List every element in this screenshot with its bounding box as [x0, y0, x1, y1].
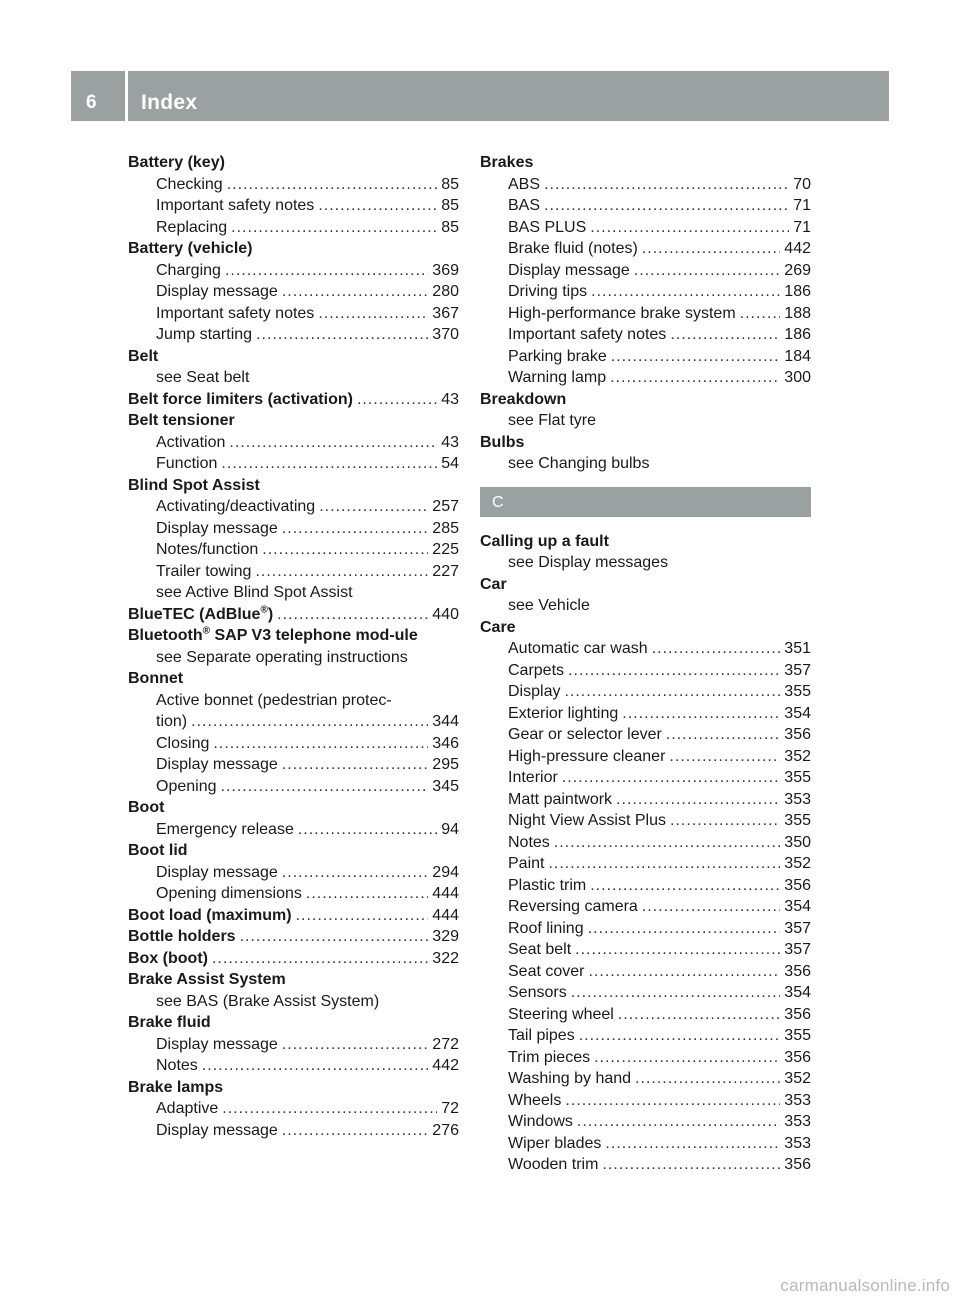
index-entry[interactable]: Tail pipes ..... 355: [480, 1025, 811, 1047]
index-heading: Bonnet: [128, 670, 184, 687]
index-heading: Breakdown: [480, 390, 567, 408]
index-heading: Boot: [128, 799, 165, 816]
index-entry[interactable]: tion) ..... 344: [128, 711, 459, 733]
index-entry[interactable]: BAS ..... 71: [480, 195, 811, 217]
see-reference[interactable]: see Separate operating instructions: [156, 648, 408, 666]
index-entry[interactable]: Display message ..... 295: [128, 754, 459, 776]
index-heading: Bluetooth® SAP V3 telephone mod-ule: [128, 625, 418, 644]
index-entry[interactable]: Notes ..... 350: [480, 832, 811, 854]
index-heading: Belt tensioner: [128, 412, 235, 429]
index-entry[interactable]: Activation ..... 43: [128, 432, 459, 454]
index-heading: Brake Assist System: [128, 971, 286, 988]
index-entry[interactable]: Trailer towing ..... 227: [128, 561, 459, 583]
index-entry[interactable]: ABS ..... 70: [480, 174, 811, 196]
index-entry[interactable]: Automatic car wash ..... 351: [480, 638, 811, 660]
index-entry[interactable]: Important safety notes ..... 186: [480, 324, 811, 346]
index-entry[interactable]: Emergency release ..... 94: [128, 819, 459, 841]
index-entry[interactable]: Jump starting ..... 370: [128, 324, 459, 346]
index-entry[interactable]: Seat belt ..... 357: [480, 939, 811, 961]
index-entry[interactable]: Reversing camera ..... 354: [480, 896, 811, 918]
index-heading: Car: [480, 575, 507, 593]
index-entry[interactable]: Opening ..... 345: [128, 776, 459, 798]
index-entry[interactable]: Replacing ..... 85: [128, 217, 459, 239]
section-letter: C: [492, 493, 504, 511]
index-entry[interactable]: Interior ..... 355: [480, 767, 811, 789]
index-entry[interactable]: Wiper blades ..... 353: [480, 1133, 811, 1155]
index-entry[interactable]: Function ..... 54: [128, 453, 459, 475]
index-entry[interactable]: Display message ..... 276: [128, 1120, 459, 1142]
index-entry[interactable]: Activating/deactivating ..... 257: [128, 496, 459, 518]
index-entry[interactable]: Display message ..... 272: [128, 1034, 459, 1056]
watermark: carmanualsonline.info: [780, 1276, 950, 1295]
index-heading: Boot lid: [128, 842, 188, 859]
see-reference[interactable]: see Display messages: [508, 554, 669, 571]
index-entry[interactable]: Parking brake ..... 184: [480, 346, 811, 368]
index-heading: Battery (key): [128, 154, 225, 171]
index-heading: Bulbs: [480, 433, 525, 451]
see-reference[interactable]: see Seat belt: [156, 369, 250, 386]
index-entry[interactable]: Matt paintwork ..... 353: [480, 789, 811, 811]
index-entry[interactable]: Charging ..... 369: [128, 260, 459, 282]
index-entry[interactable]: Windows ..... 353: [480, 1111, 811, 1133]
index-entry[interactable]: Steering wheel ..... 356: [480, 1004, 811, 1026]
index-heading: Brakes: [480, 154, 534, 171]
index-entry[interactable]: Opening dimensions ..... 444: [128, 883, 459, 905]
index-entry[interactable]: Boot load (maximum) ..... 444: [128, 905, 459, 927]
see-reference[interactable]: see Changing bulbs: [508, 455, 650, 472]
index-entry[interactable]: Checking ..... 85: [128, 174, 459, 196]
index-entry[interactable]: Gear or selector lever ..... 356: [480, 724, 811, 746]
index-entry[interactable]: Bottle holders ..... 329: [128, 926, 459, 948]
index-column-left: [128, 152, 459, 1141]
index-entry[interactable]: Display message ..... 294: [128, 862, 459, 884]
index-entry[interactable]: Brake fluid (notes) ..... 442: [480, 238, 811, 260]
index-entry[interactable]: Adaptive ..... 72: [128, 1098, 459, 1120]
see-reference[interactable]: see Flat tyre: [508, 412, 597, 429]
index-entry[interactable]: Wheels ..... 353: [480, 1090, 811, 1112]
index-entry[interactable]: Washing by hand ..... 352: [480, 1068, 811, 1090]
index-entry[interactable]: Notes ..... 442: [128, 1055, 459, 1077]
index-entry[interactable]: Warning lamp ..... 300: [480, 367, 811, 389]
index-entry[interactable]: Display message ..... 285: [128, 518, 459, 540]
index-heading: Care: [480, 618, 516, 636]
index-heading: Belt: [128, 347, 159, 365]
page-title: Index: [141, 91, 198, 114]
index-entry[interactable]: Roof lining ..... 357: [480, 918, 811, 940]
index-entry[interactable]: Notes/function ..... 225: [128, 539, 459, 561]
see-reference[interactable]: see Vehicle: [508, 597, 590, 614]
index-entry[interactable]: Wooden trim ..... 356: [480, 1154, 811, 1176]
see-reference[interactable]: see BAS (Brake Assist System): [156, 992, 380, 1010]
see-reference[interactable]: see Active Blind Spot Assist: [156, 584, 353, 601]
index-entry[interactable]: Important safety notes ..... 367: [128, 303, 459, 325]
index-entry-wrapped[interactable]: Active bonnet (pedestrian protec-: [156, 691, 392, 709]
index-entry[interactable]: Belt force limiters (activation) ..... 43: [128, 389, 459, 411]
index-entry[interactable]: Important safety notes ..... 85: [128, 195, 459, 217]
index-entry[interactable]: Driving tips ..... 186: [480, 281, 811, 303]
section-letter-bar: [480, 487, 811, 517]
index-entry[interactable]: Display ..... 355: [480, 681, 811, 703]
index-heading: Brake fluid: [128, 1014, 211, 1031]
index-heading: Battery (vehicle): [128, 240, 253, 257]
index-entry[interactable]: Display message ..... 269: [480, 260, 811, 282]
index-entry[interactable]: Night View Assist Plus ..... 355: [480, 810, 811, 832]
index-heading: Blind Spot Assist: [128, 476, 260, 494]
index-entry[interactable]: BAS PLUS ..... 71: [480, 217, 811, 239]
index-heading: Brake lamps: [128, 1078, 224, 1096]
index-entry[interactable]: Carpets ..... 357: [480, 660, 811, 682]
index-entry[interactable]: Trim pieces ..... 356: [480, 1047, 811, 1069]
index-entry[interactable]: Display message ..... 280: [128, 281, 459, 303]
index-entry[interactable]: Box (boot) ..... 322: [128, 948, 459, 970]
index-entry[interactable]: Seat cover ..... 356: [480, 961, 811, 983]
index-column-right: [480, 152, 811, 1176]
index-entry[interactable]: BlueTEC (AdBlue®) ..... 440: [128, 604, 459, 626]
index-entry[interactable]: High-performance brake system ..... 188: [480, 303, 811, 325]
index-entry[interactable]: Exterior lighting ..... 354: [480, 703, 811, 725]
index-entry[interactable]: Sensors ..... 354: [480, 982, 811, 1004]
index-entry[interactable]: High-pressure cleaner ..... 352: [480, 746, 811, 768]
index-entry[interactable]: Paint ..... 352: [480, 853, 811, 875]
page-number: 6: [86, 92, 97, 113]
index-entry[interactable]: Plastic trim ..... 356: [480, 875, 811, 897]
index-heading: Calling up a fault: [480, 532, 609, 550]
header-divider: [125, 71, 128, 121]
index-entry[interactable]: Closing ..... 346: [128, 733, 459, 755]
